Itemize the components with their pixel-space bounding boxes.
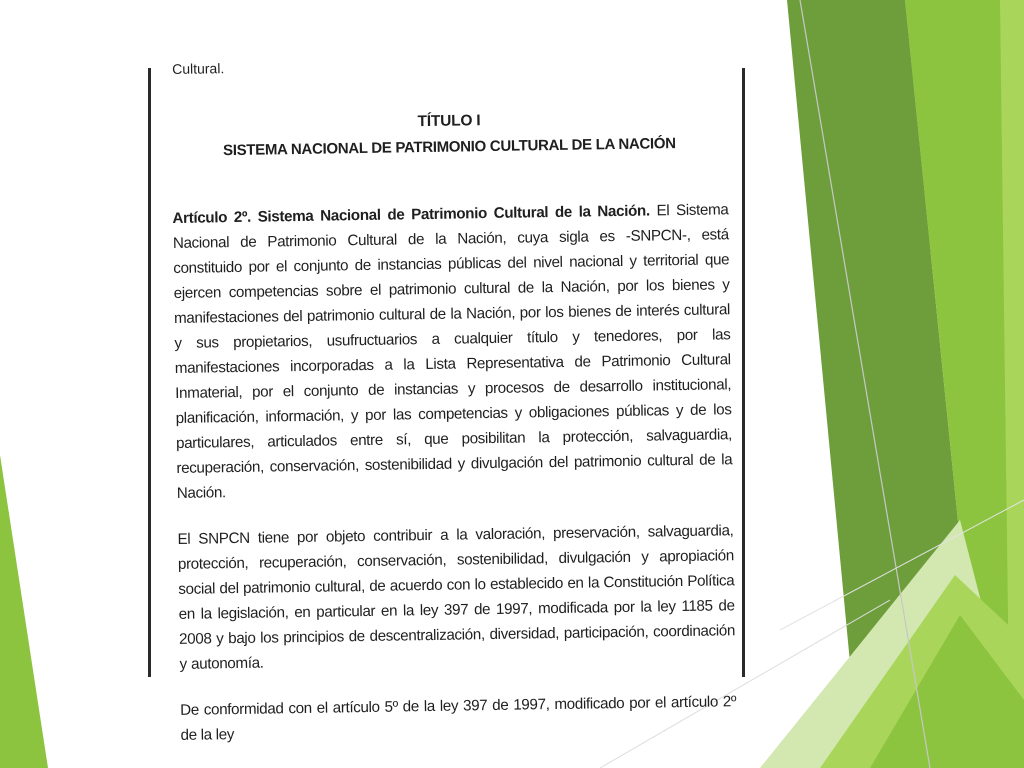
previous-page-fragment: Cultural. bbox=[172, 60, 225, 77]
article-2-paragraph bbox=[172, 197, 733, 506]
article-heading: Artículo 2º. Sistema Nacional de Patrimonio Cultural de la Nación. bbox=[172, 202, 650, 227]
conformity-paragraph: De conformidad con el artículo 5º de la ley 397 de 1997, modificado por el artículo 2º de la ley bbox=[180, 693, 737, 744]
article-body: El Sistema Nacional de Patrimonio Cultural de la Nación, cuya sigla es -SNPCN-, está constituido por el conjunto de instancias públicas del nivel nacional y territorial que ejercen competencias sobre el patrimonio cultural de la Nación, por los bienes y manifestaciones del patrimonio cultural de la Nación, por los bienes de interés cultural y sus propietarios, usufructuarios a cualquier título y tenedores, por las manifestaciones incorporadas a la Lista Representativa de Patrimonio Cultural Inmaterial, por el conjunto de instancias y procesos de desarrollo institucional, planificación, información, y por las competencias y obligaciones públicas y de los particulares, articulados entre sí, que posibilitan la protección, salvaguardia, recuperación, conservación, sostenibilidad y divulgación del patrimonio cultural de la Nación. bbox=[172, 201, 733, 502]
document-subtitle: SISTEMA NACIONAL DE PATRIMONIO CULTURAL DE LA NACIÓN bbox=[222, 135, 676, 160]
scan-right-border bbox=[742, 68, 745, 677]
document-text bbox=[170, 51, 737, 748]
document-title: TÍTULO I bbox=[417, 112, 481, 131]
scan-left-border bbox=[148, 68, 151, 677]
left-green-sliver bbox=[0, 455, 48, 768]
scanned-document-image bbox=[148, 60, 745, 744]
snpcn-objective-paragraph: El SNPCN tiene por objeto contribuir a la valoración, preservación, salvaguardia, protección, recuperación, conservación, sostenibilidad, divulgación y apropiación social del patrimonio cultural, de acuerdo con lo establecido en la Constitución Política en la legislación, en particular en la ley 397 de 1997, modificada por la ley 1185 de 2008 y bajo los principios de descentralización, diversidad, participación, coordinación y autonomía. bbox=[177, 522, 736, 673]
